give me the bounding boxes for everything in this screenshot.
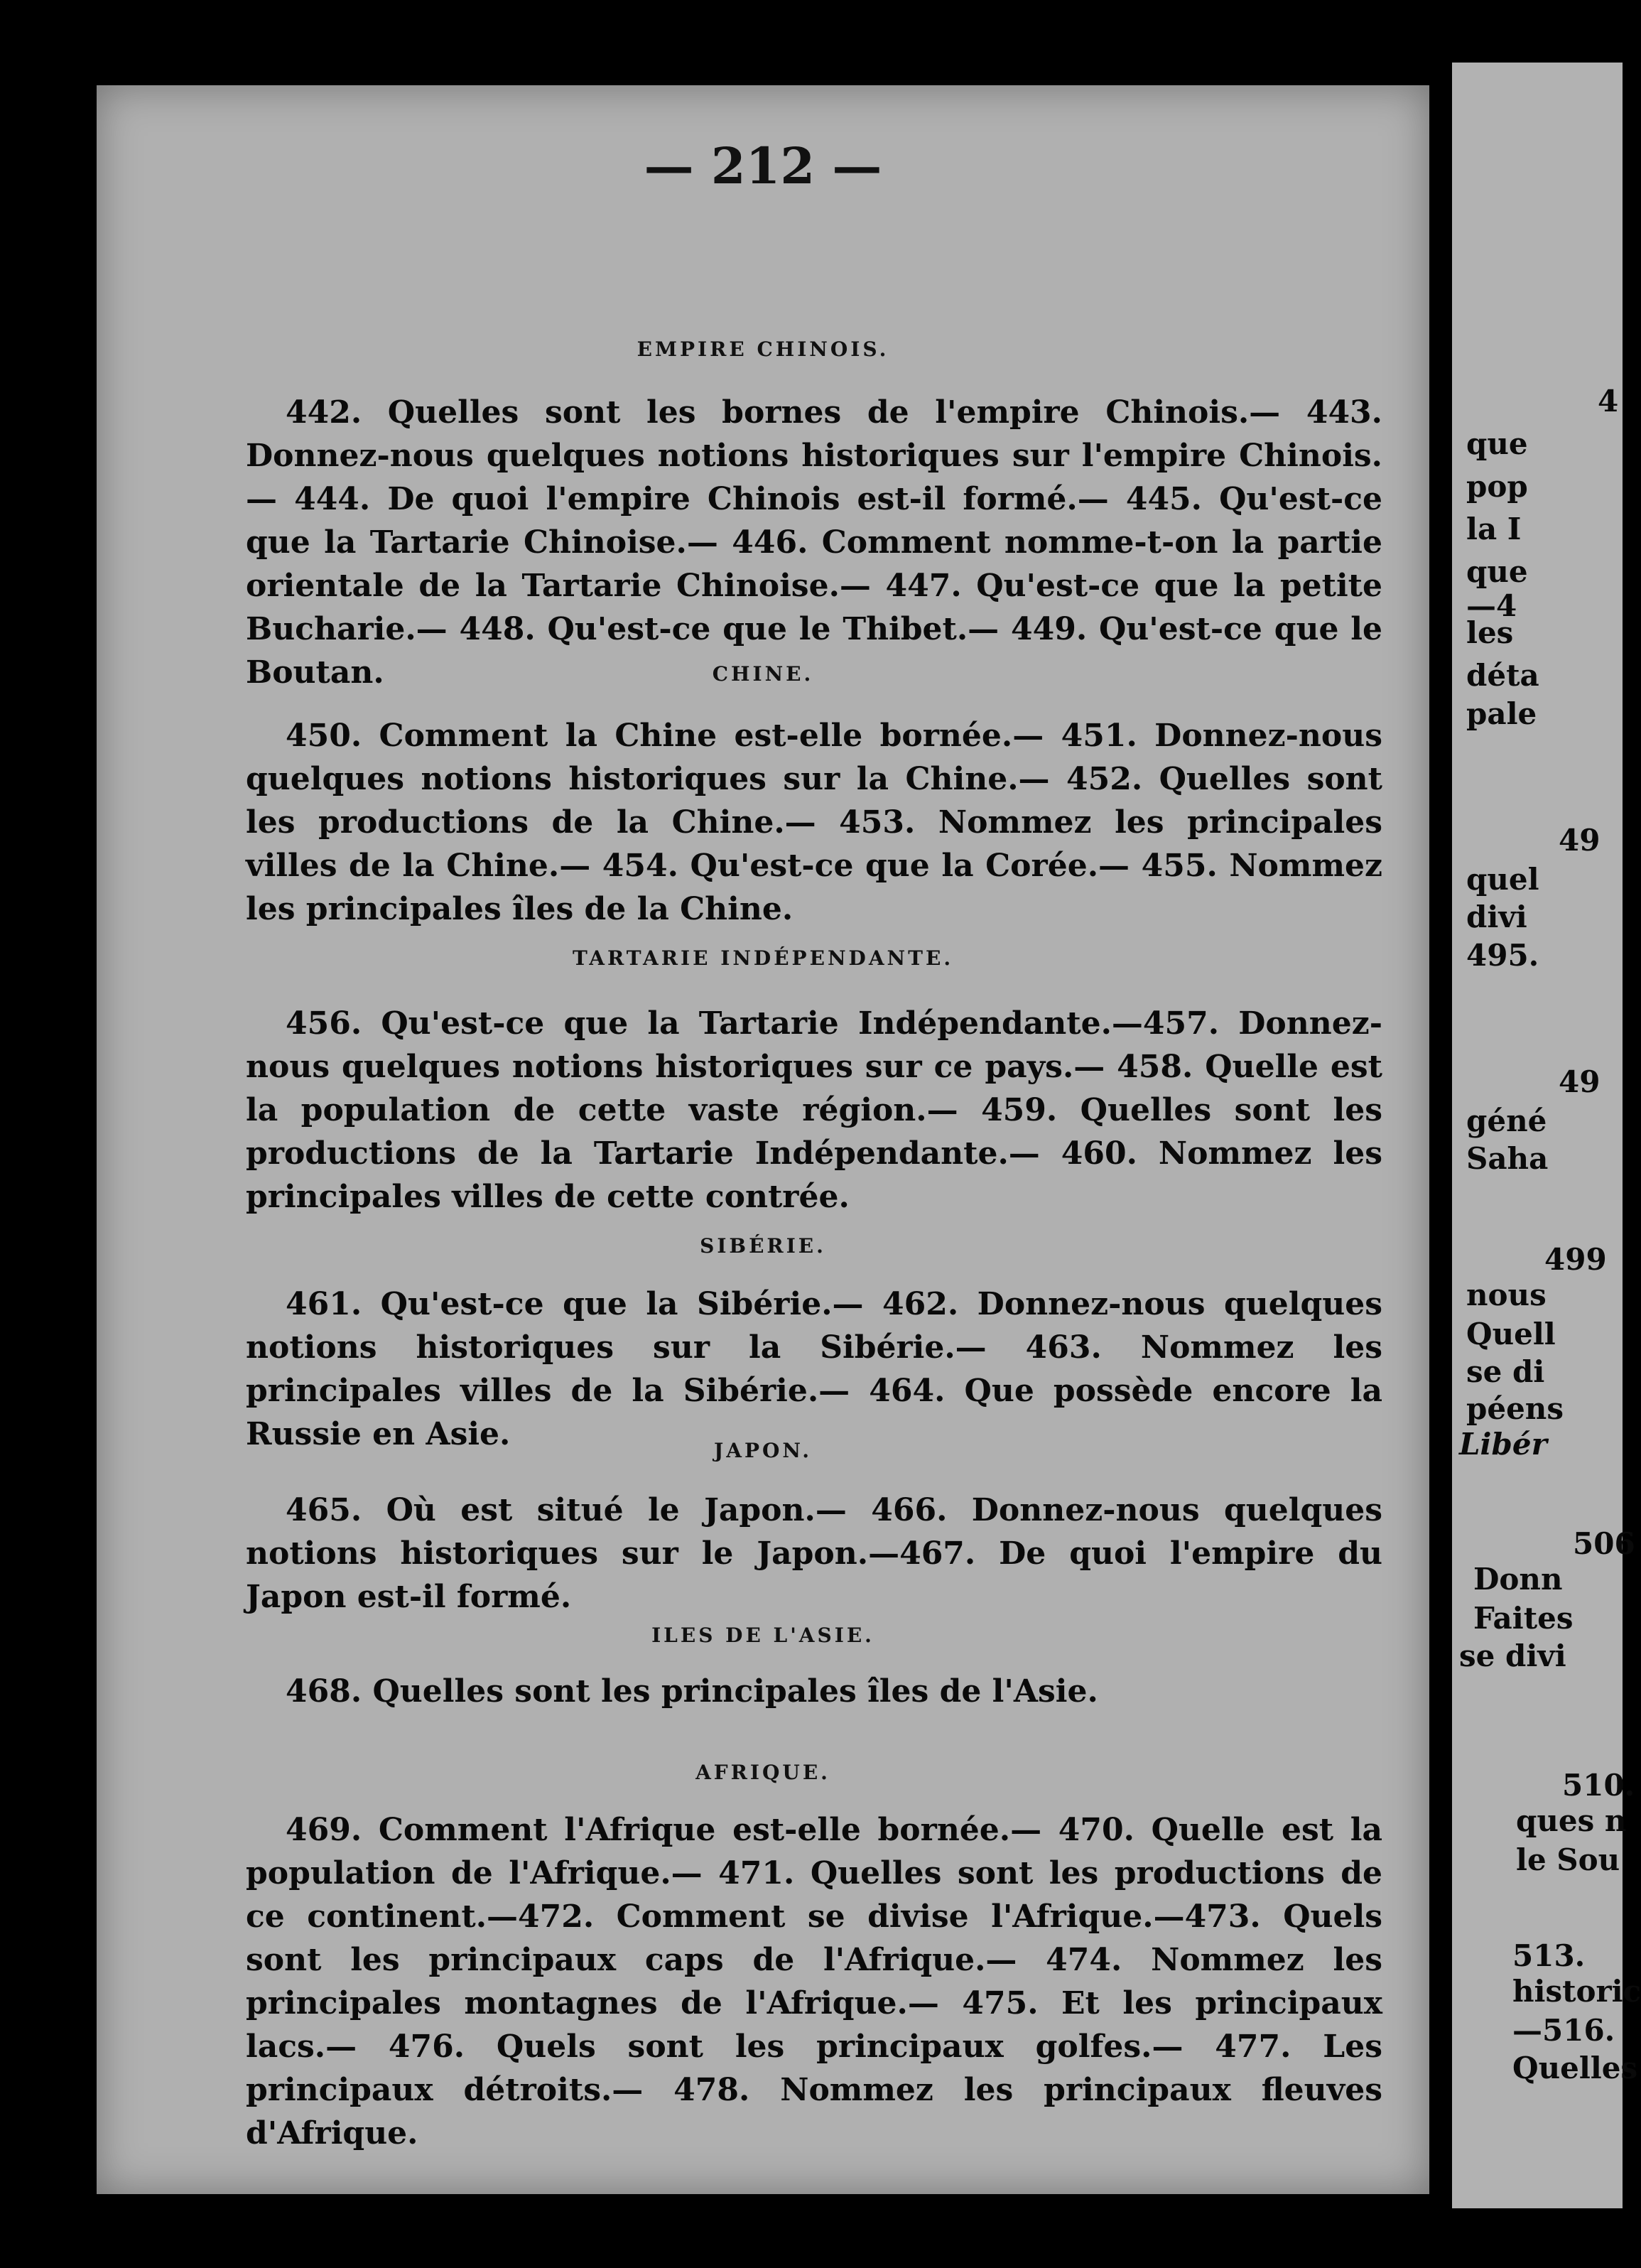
section-heading-empire-chinois: EMPIRE CHINOIS. (637, 338, 889, 361)
paragraph-text: 450. Comment la Chine est-elle bornée.— 451. Donnez-nous quelques notions historiques sur la Chine.— 452. Quelles sont les productions de la Chine.— 453. Nommez les principales villes de la Chine.— 454. Qu'est-ce que la Corée.— 455. Nommez les principales îles de la Chine. (246, 718, 1382, 927)
fragment: 513. (1512, 1938, 1586, 1973)
section-heading-afrique: AFRIQUE. (695, 1761, 830, 1784)
section-heading-japon: JAPON. (714, 1439, 812, 1462)
section-text-siberie (246, 1282, 1382, 1456)
paragraph-text: 456. Qu'est-ce que la Tartarie Indépendante.—457. Donnez-nous quelques notions historiques sur ce pays.— 458. Quelle est la population de cette vaste région.— 459. Quelles sont les productions de la Tartarie Indépendante.— 460. Nommez les principales villes de cette contrée. (246, 1005, 1382, 1215)
section-text-chine (246, 714, 1382, 931)
fragment: Quell (1466, 1317, 1556, 1351)
fragment: Donn (1473, 1562, 1563, 1597)
fragment: la I (1466, 512, 1522, 546)
section-text-japon (246, 1489, 1382, 1619)
page-number: — 212 — (644, 136, 882, 195)
section-heading-siberie: SIBÉRIE. (700, 1234, 826, 1258)
fragment: Quelles (1512, 2051, 1638, 2085)
fragment: géné (1466, 1103, 1547, 1138)
fragment: 49 (1559, 1064, 1601, 1099)
fragment: divi (1466, 900, 1527, 934)
paragraph-text: 469. Comment l'Afrique est-elle bornée.— 470. Quelle est la population de l'Afrique.— 471. Quelles sont les productions de ce continent.—472. Comment se divise l'Afrique.—473. Quels sont les principaux caps de l'Afrique.— 474. Nommez les principales montagnes de l'Afrique.— 475. Et les principaux lacs.— 476. Quels sont les principaux golfes.— 477. Les principaux détroits.— 478. Nommez les principaux fleuves d'Afrique. (246, 1812, 1382, 2151)
paragraph-text: 468. Quelles sont les principales îles de l'Asie. (286, 1673, 1098, 1710)
fragment: que (1466, 426, 1528, 461)
paragraph-text: 461. Qu'est-ce que la Sibérie.— 462. Donnez-nous quelques notions historiques sur la Sibérie.— 463. Nommez les principales villes de la Sibérie.— 464. Que possède encore la Russie en Asie. (246, 1286, 1382, 1452)
fragment: 510. (1562, 1768, 1635, 1803)
right-page-edge (1452, 63, 1641, 2208)
fragment: 495. (1466, 938, 1539, 973)
fragment: 4 (1598, 384, 1619, 418)
fragment: historic (1512, 1974, 1641, 2009)
section-text-iles-asie (246, 1670, 1382, 1713)
fragment: 49 (1559, 823, 1601, 858)
fragment: Faites (1473, 1601, 1574, 1636)
fragment: 506 (1573, 1526, 1635, 1561)
fragment: pop (1466, 469, 1528, 504)
fragment: nous (1466, 1278, 1547, 1312)
section-text-empire-chinois (246, 391, 1382, 694)
fragment: que (1466, 554, 1528, 589)
fragment: 499 (1544, 1242, 1607, 1277)
fragment: Saha (1466, 1141, 1549, 1176)
paragraph-text: 465. Où est situé le Japon.— 466. Donnez-nous quelques notions historiques sur le Japon.—467. De quoi l'empire du Japon est-il formé. (246, 1492, 1382, 1615)
left-page (97, 85, 1429, 2194)
fragment: le Sou (1516, 1842, 1620, 1877)
fragment: se divi (1459, 1638, 1566, 1673)
fragment: ques n (1516, 1803, 1627, 1838)
fragment: —516. (1512, 2013, 1615, 2048)
fragment: Libér (1459, 1427, 1547, 1462)
fragment: déta (1466, 658, 1539, 693)
section-heading-chine: CHINE. (712, 662, 814, 686)
section-heading-tartarie: TARTARIE INDÉPENDANTE. (572, 946, 954, 970)
fragment: —4 (1466, 588, 1517, 623)
section-text-tartarie (246, 1002, 1382, 1219)
fragment: les (1466, 615, 1514, 650)
fragment: quel (1466, 862, 1539, 897)
fragment: péens (1466, 1391, 1564, 1426)
section-heading-iles-asie: ILES DE L'ASIE. (651, 1624, 874, 1647)
fragment: se di (1466, 1354, 1545, 1389)
section-text-afrique (246, 1808, 1382, 2155)
paragraph-text: 442. Quelles sont les bornes de l'empire Chinois.— 443. Donnez-nous quelques notions historiques sur l'empire Chinois.— 444. De quoi l'empire Chinois est-il formé.— 445. Qu'est-ce que la Tartarie Chinoise.— 446. Comment nomme-t-on la partie orientale de la Tartarie Chinoise.— 447. Qu'est-ce que la petite Bucharie.— 448. Qu'est-ce que le Thibet.— 449. Qu'est-ce que le Boutan. (246, 394, 1382, 691)
fragment: pale (1466, 696, 1537, 731)
